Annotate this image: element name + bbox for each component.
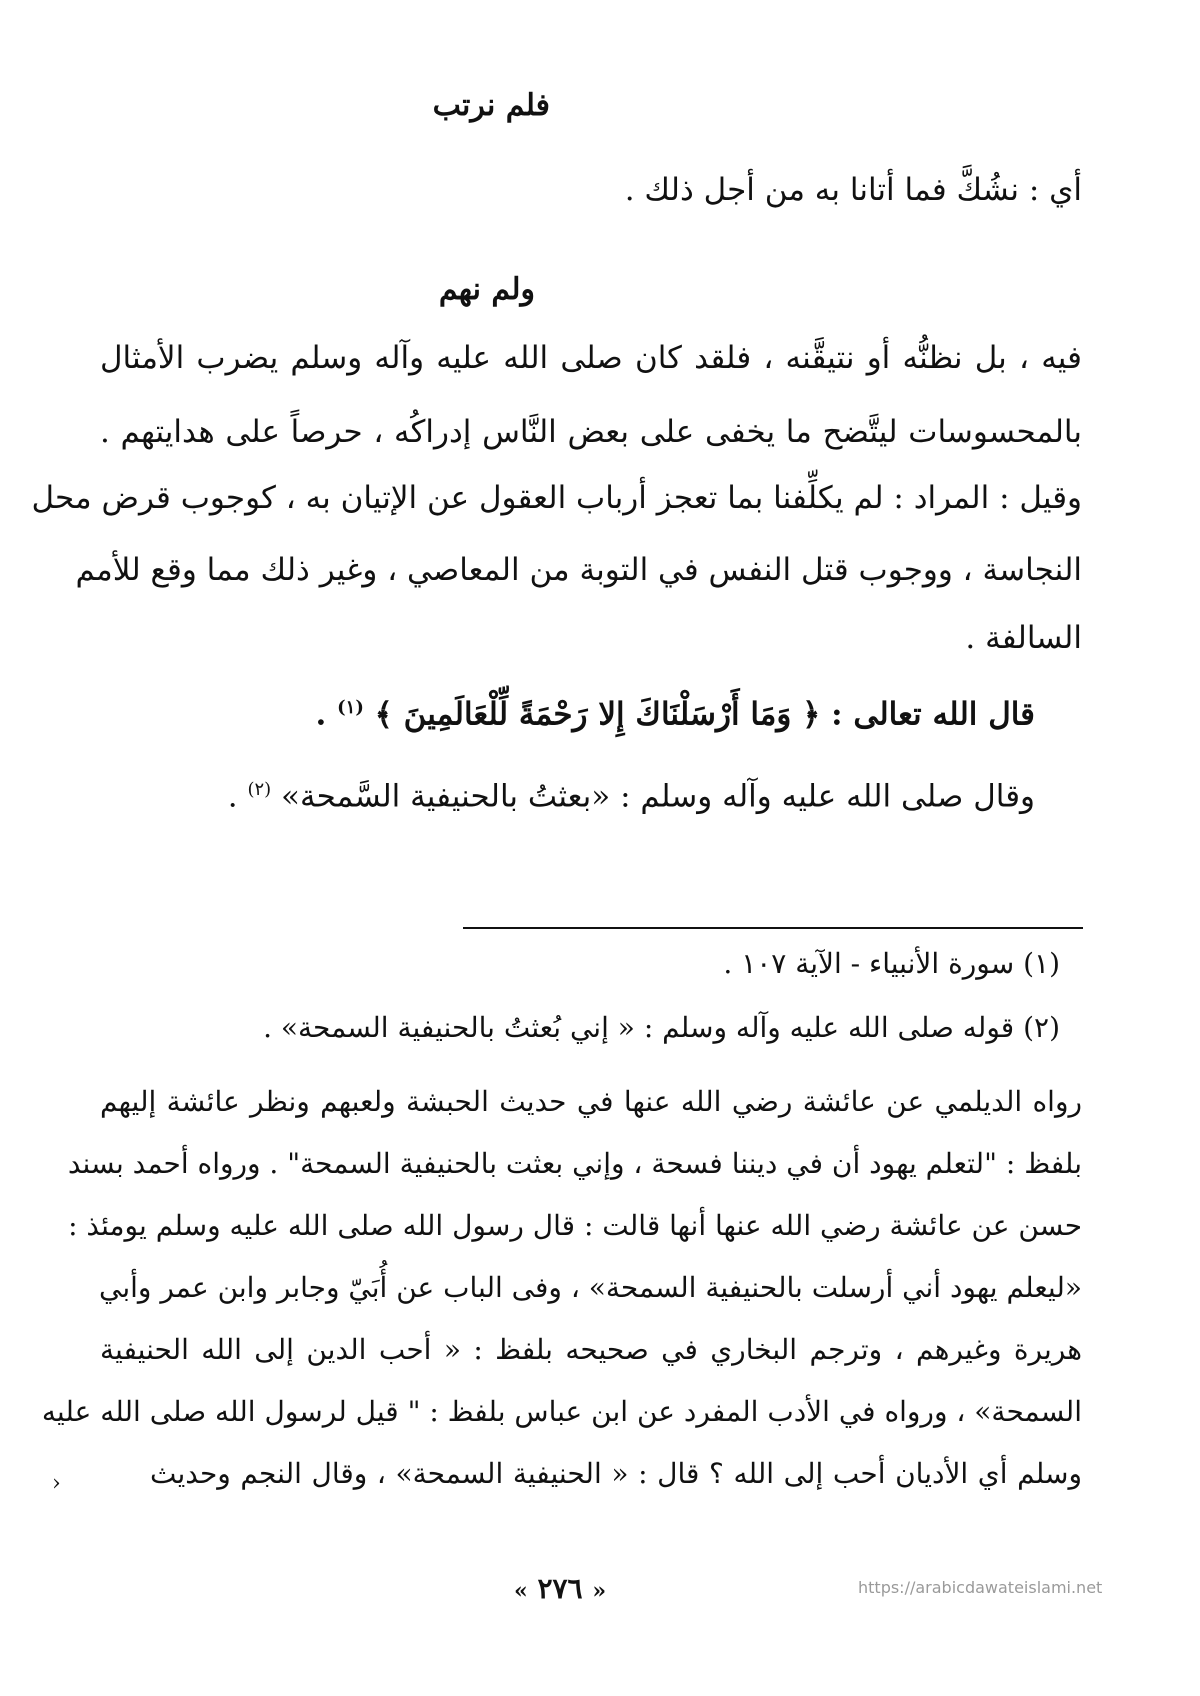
body-line: بالمحسوسات ليتَّضح ما يخفى على بعض النَّاس إدراكُه ، حرصاً على هدايتهم . [100, 414, 1082, 450]
footnote-divider [463, 927, 1083, 929]
page-number-ornament: « [513, 1578, 528, 1604]
watermark-url: https://arabicdawateislami.net [858, 1578, 1103, 1597]
continuation-marker: › [52, 1471, 61, 1496]
page-number-ornament: » [592, 1578, 607, 1604]
footnote-line: وسلم أي الأديان أحب إلى الله ؟ قال : « الحنيفية السمحة» ، وقال النجم وحديث [150, 1457, 1082, 1490]
footnote: (١) سورة الأنبياء - الآية ١٠٧ . [723, 947, 1060, 980]
footnote: (٢) قوله صلى الله عليه وآله وسلم : « إني بُعثتُ بالحنيفية السمحة» . [263, 1011, 1060, 1044]
page-number-value: ٢٧٦ [537, 1572, 583, 1605]
page-number [500, 1572, 620, 1605]
quote-text: وقال صلى الله عليه وآله وسلم : «بعثتُ بالحنيفية السَّمحة» [281, 778, 1035, 815]
footnote-line: رواه الديلمي عن عائشة رضي الله عنها في حديث الحبشة ولعبهم ونظر عائشة إليهم [100, 1085, 1082, 1118]
quote-end: . [227, 778, 238, 815]
body-line: فيه ، بل نظنُّه أو نتيقَّنه ، فلقد كان صلى الله عليه وآله وسلم يضرب الأمثال [100, 340, 1082, 376]
section-heading: ولم نهم [438, 272, 535, 307]
footnote-line: حسن عن عائشة رضي الله عنها أنها قالت : قال رسول الله صلى الله عليه وسلم يومئذ : [68, 1209, 1082, 1242]
hadith-quote [228, 770, 1035, 816]
footnote-line: «ليعلم يهود أني أرسلت بالحنيفية السمحة» ، وفى الباب عن أُبَيّ وجابر وابن عمر وأبي [99, 1271, 1082, 1304]
footnote-line: بلفظ : "لتعلم يهود أن في ديننا فسحة ، وإني بعثت بالحنيفية السمحة" . ورواه أحمد بسند [67, 1147, 1082, 1180]
footnote-line: السمحة» ، ورواه في الأدب المفرد عن ابن عباس بلفظ : " قيل لرسول الله صلى الله عليه [41, 1395, 1082, 1428]
footnote-line: هريرة وغيرهم ، وترجم البخاري في صحيحه بلفظ : « أحب الدين إلى الله الحنيفية [100, 1333, 1082, 1366]
section-heading: فلم نرتب [432, 88, 550, 123]
body-line: وقيل : المراد : لم يكلِّفنا بما تعجز أرباب العقول عن الإتيان به ، كوجوب قرض محل [31, 480, 1082, 516]
quote-text: قال الله تعالى : ﴿ وَمَا أَرْسَلْنَاكَ إِلا رَحْمَةً لِّلْعَالَمِينَ ﴾ [374, 696, 1035, 733]
body-line: النجاسة ، ووجوب قتل النفس في التوبة من المعاصي ، وغير ذلك مما وقع للأمم [75, 552, 1082, 588]
quran-quote [316, 688, 1035, 734]
quote-end: . [315, 696, 327, 733]
footnote-ref: (٢) [247, 779, 272, 800]
footnote-ref: (١) [337, 697, 364, 718]
body-line: أي : نشُكَّ فما أتانا به من أجل ذلك . [624, 172, 1082, 208]
body-line: السالفة . [965, 620, 1082, 656]
